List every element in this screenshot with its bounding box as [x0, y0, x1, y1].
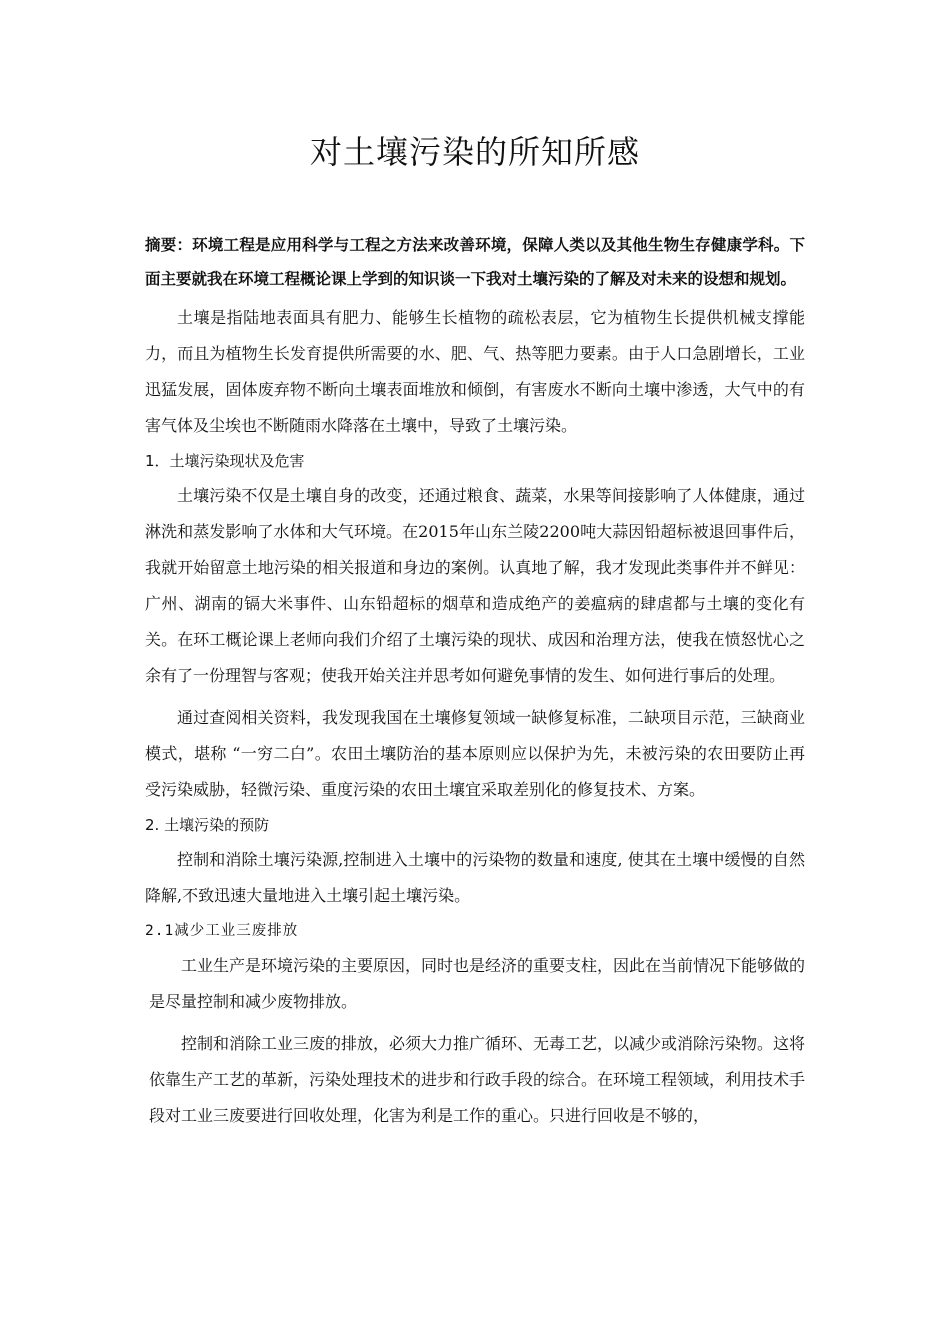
- abstract-paragraph: 摘要：环境工程是应用科学与工程之方法来改善环境，保障人类以及其他生物生存健康学科。下面主要就我在环境工程概论课上学到的知识谈一下我对土壤污染的了解及对未来的设想和规划。: [145, 236, 805, 288]
- document-title: 对土壤污染的所知所感: [309, 133, 640, 171]
- section-2-1-paragraph-2: 控制和消除工业三废的排放，必须大力推广循环、无毒工艺，以减少或消除污染物。这将依靠生产工艺的革新，污染处理技术的进步和行政手段的综合。在环境工程领域，利用技术手段对工业三废要进行回收处理，化害为利是工作的重心。只进行回收是不够的，: [149, 1034, 806, 1125]
- intro-paragraph: 土壤是指陆地表面具有肥力、能够生长植物的疏松表层，它为植物生长提供机械支撑能力，而且为植物生长发育提供所需要的水、肥、气、热等肥力要素。由于人口急剧增长，工业迅猛发展，固体废弃物不断向土壤表面堆放和倾倒，有害废水不断向土壤中渗透，大气中的有害气体及尘埃也不断随雨水降落在土壤中，导致了土壤污染。: [145, 308, 805, 435]
- section-1-paragraph-2: 通过查阅相关资料，我发现我国在土壤修复领域一缺修复标准，二缺项目示范，三缺商业模式，堪称 “一穷二白”。农田土壤防治的基本原则应以保护为先，未被污染的农田要防止再受污染威胁，轻微污染、重度污染的农田土壤宜采取差别化的修复技术、方案。: [145, 708, 805, 799]
- section-1-paragraph-1: 土壤污染不仅是土壤自身的改变，还通过粮食、蔬菜，水果等间接影响了人体健康，通过淋洗和蒸发影响了水体和大气环境。在2015年山东兰陵2200吨大蒜因铅超标被退回事件后，我就开始留意土地污染的相关报道和身边的案例。认真地了解，我才发现此类事件并不鲜见：广州、湖南的镉大米事件、山东铅超标的烟草和造成绝产的姜瘟病的肆虐都与土壤的变化有关。在环工概论课上老师向我们介绍了土壤污染的现状、成因和治理方法，使我在愤怒忧心之余有了一份理智与客观；使我开始关注并思考如何避免事情的发生、如何进行事后的处理。: [145, 486, 805, 685]
- section-2-heading: 2. 土壤污染的预防: [145, 816, 270, 834]
- document-body: [145, 228, 805, 1134]
- section-1-heading: 1．土壤污染现状及危害: [145, 452, 305, 470]
- section-2-paragraph-1: 控制和消除土壤污染源,控制进入土壤中的污染物的数量和速度, 使其在土壤中缓慢的自然降解,不致迅速大量地进入土壤引起土壤污染。: [145, 850, 805, 905]
- section-2-1-heading: 2.1减少工业三废排放: [145, 923, 299, 939]
- section-2-1-paragraph-1: 工业生产是环境污染的主要原因，同时也是经济的重要支柱，因此在当前情况下能够做的是尽量控制和减少废物排放。: [149, 956, 806, 1011]
